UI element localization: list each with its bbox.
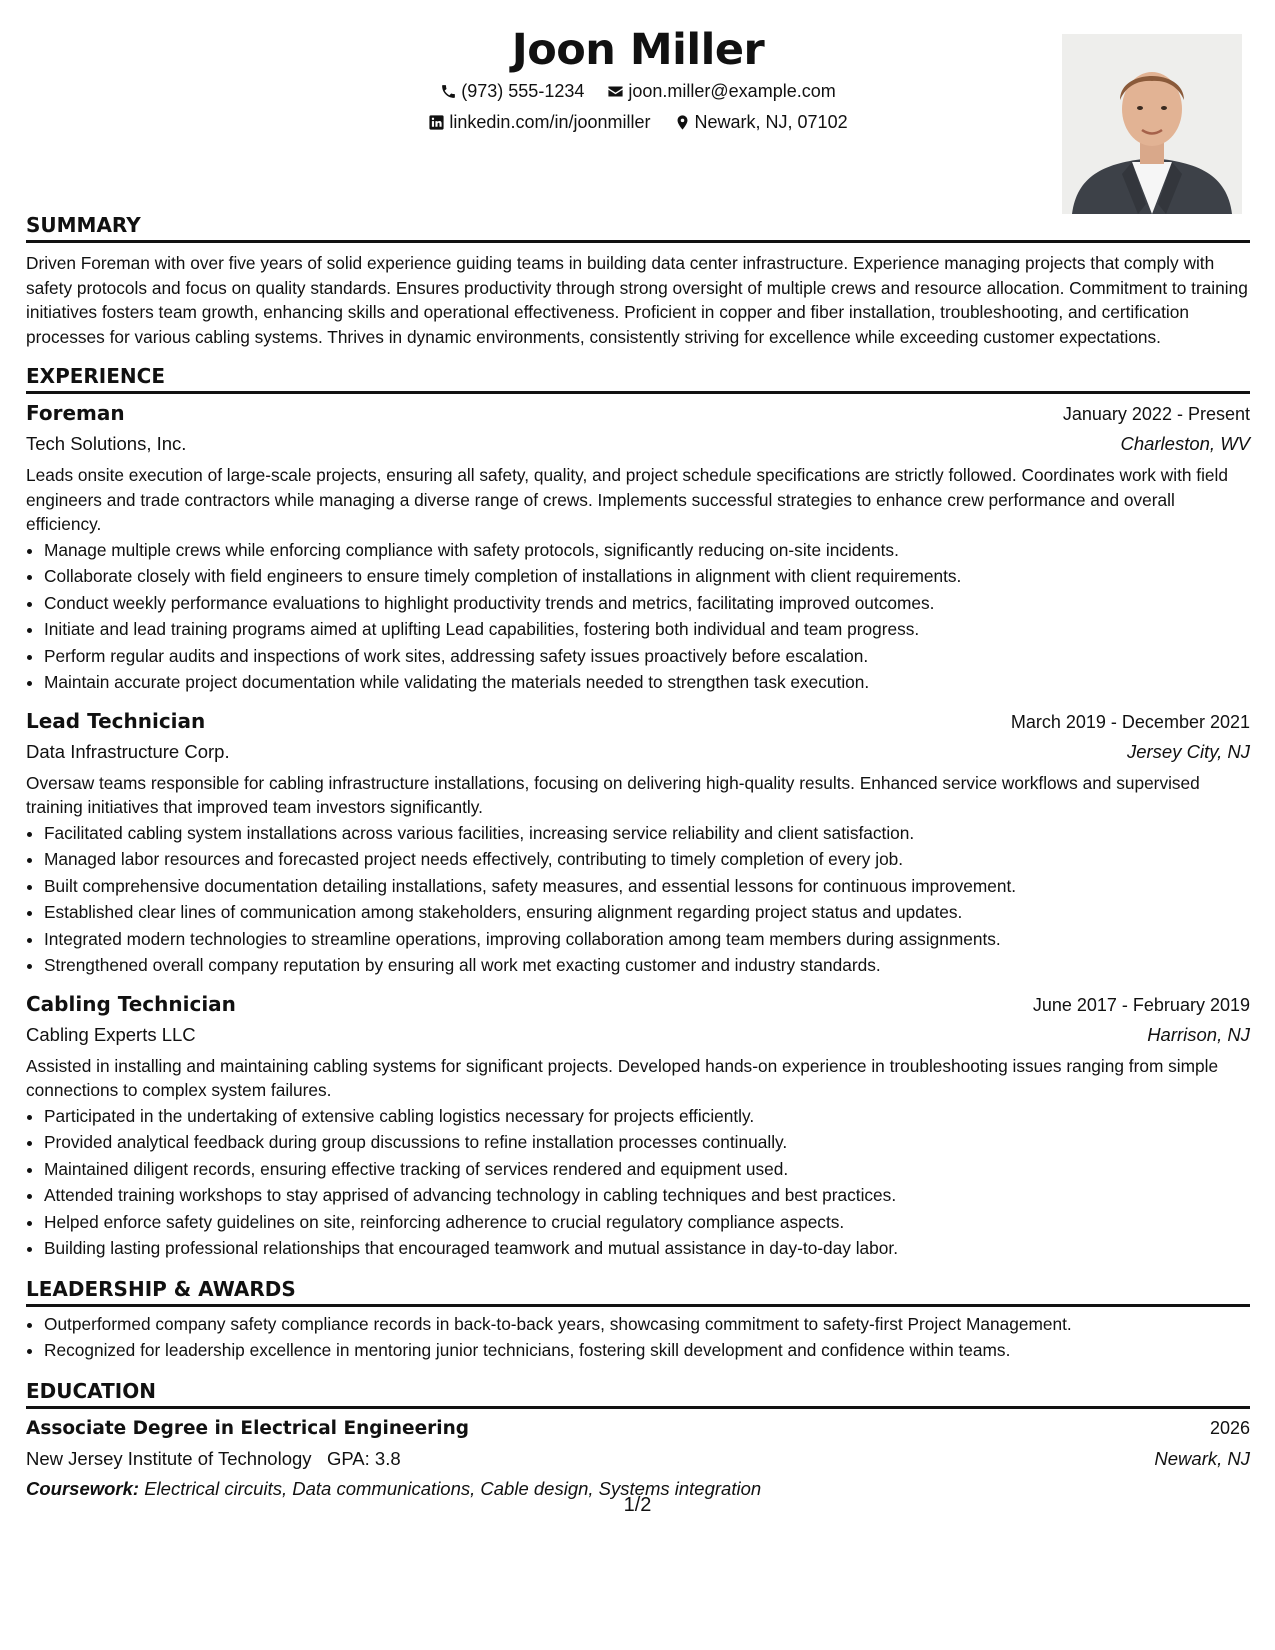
- school-location: Newark, NJ: [1154, 1447, 1250, 1469]
- education-section: [26, 1378, 1250, 1504]
- job-bullets: [26, 820, 1250, 979]
- job-header-row: [26, 398, 1250, 429]
- list-item: • Building lasting professional relationships that encouraged teamwork and mutual assistance in day-to-day labor.: [44, 1235, 1250, 1262]
- list-item: • Collaborate closely with field engineers to ensure timely completion of installations in alignment with client requirements.: [44, 563, 1250, 590]
- job-company-row: [26, 1020, 1250, 1050]
- job-entry: [26, 989, 1250, 1262]
- job-company-row: [26, 737, 1250, 767]
- job-entry: [26, 706, 1250, 979]
- contact-email[interactable]: [607, 79, 835, 103]
- job-description: Assisted in installing and maintaining cabling systems for significant projects. Developed hands-on experience in troubleshooting issues ranging from simple connections to complex system failures.: [26, 1055, 1219, 1100]
- phone-icon: [440, 83, 457, 100]
- education-school-row: [26, 1444, 1250, 1474]
- job-title: Cabling Technician: [26, 991, 236, 1016]
- school-line: [26, 1444, 401, 1474]
- contact-location: [674, 110, 848, 134]
- email-text: joon.miller@example.com: [628, 81, 836, 101]
- envelope-icon: [607, 83, 624, 100]
- job-entry: [26, 398, 1250, 696]
- job-dates: June 2017 - February 2019: [1032, 994, 1250, 1015]
- list-item: • Managed labor resources and forecasted project needs effectively, contributing to timely completion of every job.: [44, 846, 1250, 873]
- education-header-row: [26, 1413, 1250, 1444]
- job-location: Jersey City, NJ: [1126, 740, 1250, 762]
- list-item: • Conduct weekly performance evaluations to highlight productivity trends and metrics, facilitating improved outcomes.: [44, 590, 1250, 617]
- list-item: • Integrated modern technologies to streamline operations, improving collaboration among team members during assignments.: [44, 926, 1250, 953]
- job-location: Charleston, WV: [1120, 433, 1250, 454]
- job-header-row: [26, 706, 1250, 737]
- coursework-label: Coursework:: [26, 1477, 140, 1499]
- summary-text: Driven Foreman with over five years of solid experience guiding teams in building data center infrastructure. Experience managing projects that comply with safety protocols and focus on quality standards. Ensures productivity through strong oversight of multiple crews and resource allocation. Commitment to training initiatives fosters team growth, enhancing skills and operational effectiveness. Proficient in copper and fiber installation, troubleshooting, and certification processes for various cabling systems. Thrives in dynamic environments, consistently striving for excellence while exceeding customer expectations.: [26, 253, 1248, 347]
- job-header-row: [26, 989, 1250, 1020]
- summary-section: [26, 212, 1250, 349]
- list-item: • Maintained diligent records, ensuring effective tracking of services rendered and equipment used.: [44, 1156, 1250, 1183]
- job-title: Foreman: [26, 401, 125, 425]
- linkedin-text: linkedin.com/in/joonmiller: [449, 112, 651, 132]
- page-number: 1/2: [623, 1494, 652, 1516]
- list-item: • Facilitated cabling system installations across various facilities, increasing service reliability and client satisfaction.: [44, 820, 1250, 847]
- list-item: • Perform regular audits and inspections of work sites, addressing safety issues proactively before escalation.: [44, 643, 1250, 670]
- job-company: Data Infrastructure Corp.: [26, 740, 230, 762]
- portrait-illustration: [1062, 34, 1242, 214]
- experience-section: [26, 363, 1250, 1262]
- list-item: • Initiate and lead training programs aimed at uplifting Lead capabilities, fostering both individual and team progress.: [44, 616, 1250, 643]
- job-company: Tech Solutions, Inc.: [26, 433, 187, 454]
- phone-text: (973) 555-1234: [461, 81, 585, 101]
- list-item: • Established clear lines of communication among stakeholders, ensuring alignment regarding project status and updates.: [44, 899, 1250, 926]
- job-bullets: [26, 1103, 1250, 1262]
- list-item: • Outperformed company safety compliance records in back-to-back years, showcasing commitment to safety-first Project Management.: [44, 1311, 1250, 1338]
- resume-page: [26, 22, 1250, 1504]
- summary-heading: SUMMARY: [26, 212, 1250, 243]
- list-item: • Strengthened overall company reputation by ensuring all work met exacting customer and industry standards.: [44, 952, 1250, 979]
- job-location: Harrison, NJ: [1147, 1023, 1250, 1045]
- contact-linkedin[interactable]: [428, 110, 650, 134]
- awards-heading: LEADERSHIP & AWARDS: [26, 1276, 1250, 1307]
- list-item: • Built comprehensive documentation detailing installations, safety measures, and essential lessons for continuous improvement.: [44, 873, 1250, 900]
- job-dates: March 2019 - December 2021: [1010, 711, 1250, 732]
- linkedin-icon: [428, 114, 445, 131]
- education-year: 2026: [1209, 1417, 1250, 1438]
- location-text: Newark, NJ, 07102: [694, 112, 848, 132]
- job-company-row: [26, 429, 1250, 459]
- list-item: • Attended training workshops to stay apprised of advancing technology in cabling techniques and best practices.: [44, 1182, 1250, 1209]
- list-item: • Helped enforce safety guidelines on site, reinforcing adherence to crucial regulatory compliance aspects.: [44, 1209, 1250, 1236]
- job-description: Oversaw teams responsible for cabling infrastructure installations, focusing on delivering high-quality results. Enhanced service workflows and supervised training initiatives that improved team investors significantly.: [26, 772, 1200, 817]
- list-item: • Participated in the undertaking of extensive cabling logistics necessary for projects efficiently.: [44, 1103, 1250, 1130]
- list-item: • Recognized for leadership excellence in mentoring junior technicians, fostering skill development and confidence within teams.: [44, 1337, 1250, 1364]
- job-dates: January 2022 - Present: [1062, 404, 1250, 424]
- awards-bullets: [26, 1311, 1250, 1364]
- gpa: GPA: 3.8: [326, 1447, 401, 1469]
- resume-header: [26, 22, 1250, 212]
- awards-section: [26, 1276, 1250, 1364]
- profile-photo: [1062, 34, 1242, 214]
- education-heading: EDUCATION: [26, 1378, 1250, 1409]
- experience-heading: EXPERIENCE: [26, 363, 1250, 394]
- job-description: Leads onsite execution of large-scale projects, ensuring all safety, quality, and project schedule specifications are strictly followed. Coordinates work with field engineers and trade contractors while managing a diverse range of crews. Implements successful strategies to enhance crew performance and overall efficiency.: [26, 465, 1228, 534]
- job-bullets: [26, 537, 1250, 696]
- map-pin-icon: [674, 114, 691, 131]
- coursework-list: Electrical circuits, Data communications, Cable design, Systems integration: [144, 1477, 762, 1499]
- candidate-name: Joon Miller: [511, 25, 765, 75]
- degree-title: Associate Degree in Electrical Engineering: [26, 1417, 469, 1439]
- list-item: • Maintain accurate project documentation while validating the materials needed to strengthen task execution.: [44, 669, 1250, 696]
- list-item: • Manage multiple crews while enforcing compliance with safety protocols, significantly reducing on-site incidents.: [44, 537, 1250, 564]
- list-item: • Provided analytical feedback during group discussions to refine installation processes continually.: [44, 1129, 1250, 1156]
- job-company: Cabling Experts LLC: [26, 1023, 196, 1045]
- contact-phone: [440, 79, 584, 103]
- job-title: Lead Technician: [26, 708, 206, 733]
- school-name: New Jersey Institute of Technology: [26, 1447, 312, 1469]
